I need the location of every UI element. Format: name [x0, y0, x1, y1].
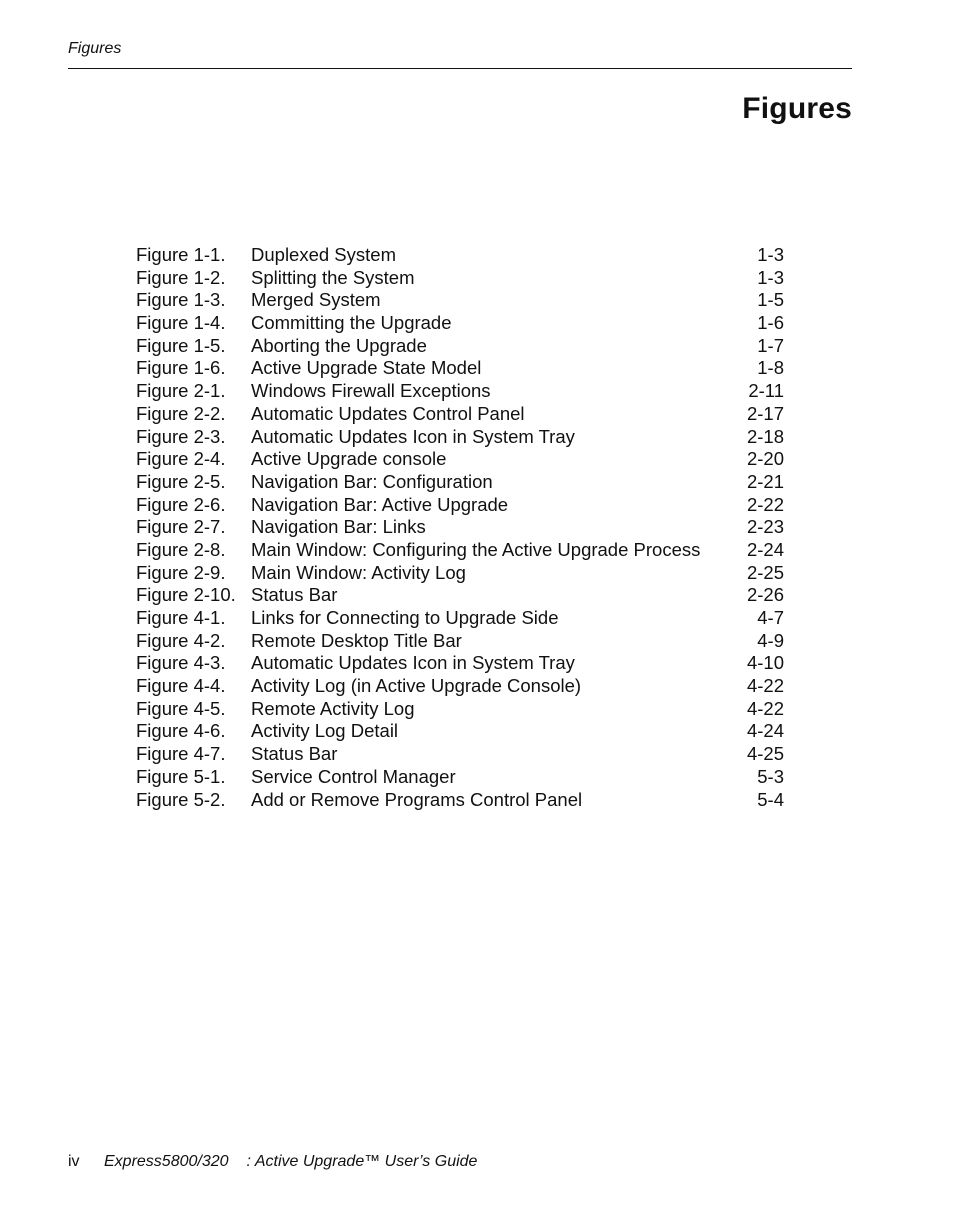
figure-list [136, 244, 784, 811]
figure-list-item [136, 607, 784, 630]
figure-list-item [136, 766, 784, 789]
figure-title: Activity Log Detail [251, 720, 399, 742]
figure-number: Figure 1-1. [136, 244, 226, 265]
figure-number: Figure 2-9. [136, 561, 226, 583]
figure-title: Merged System [251, 289, 381, 311]
figure-title: Navigation Bar: Links [251, 516, 426, 538]
figure-list-item [136, 380, 784, 403]
figure-list-item [136, 516, 784, 539]
figure-page-number: 2-17 [746, 402, 784, 424]
figure-number: Figure 1-5. [136, 334, 226, 356]
figure-page-number: 1-7 [757, 334, 784, 356]
figure-list-item [136, 720, 784, 743]
figure-page-number: 2-24 [746, 538, 784, 560]
figure-title: Links for Connecting to Upgrade Side [251, 607, 559, 628]
book-subtitle: : Active Upgrade™ User’s Guide [246, 1153, 478, 1170]
figure-number: Figure 2-1. [136, 380, 226, 402]
figure-title: Status Bar [251, 743, 338, 765]
figure-list-item [136, 652, 784, 675]
figure-page-number: 4-9 [757, 629, 784, 651]
figure-number: Figure 2-10. [136, 584, 236, 606]
figure-page-number: 2-21 [746, 470, 784, 492]
figure-title: Main Window: Activity Log [251, 561, 466, 583]
figure-title: Automatic Updates Control Panel [251, 402, 525, 424]
figure-page-number: 1-5 [757, 289, 784, 311]
figure-number: Figure 2-4. [136, 448, 226, 470]
figure-page-number: 1-3 [757, 266, 784, 288]
figure-page-number: 2-26 [746, 584, 784, 606]
figure-list-item [136, 312, 784, 335]
figure-title: Active Upgrade State Model [251, 357, 482, 379]
figure-title: Duplexed System [251, 244, 396, 265]
figure-number: Figure 2-6. [136, 493, 226, 515]
figure-list-item [136, 267, 784, 290]
figure-number: Figure 5-1. [136, 765, 226, 787]
figure-page-number: 1-6 [757, 312, 784, 334]
figure-number: Figure 4-4. [136, 675, 226, 697]
figure-number: Figure 2-2. [136, 402, 226, 424]
figure-title: Splitting the System [251, 266, 415, 288]
figure-page-number: 2-23 [746, 516, 784, 538]
figure-list-item [136, 471, 784, 494]
page-number: iv [68, 1153, 80, 1170]
figure-title: Add or Remove Programs Control Panel [251, 788, 583, 810]
figure-title: Active Upgrade console [251, 448, 447, 470]
figure-title: Service Control Manager [251, 765, 456, 787]
figure-page-number: 2-18 [746, 425, 784, 447]
figure-number: Figure 2-3. [136, 425, 226, 447]
figure-page-number: 4-22 [746, 697, 784, 719]
book-title: Express5800/320 [104, 1153, 229, 1170]
figure-list-item [136, 539, 784, 562]
figure-title: Main Window: Configuring the Active Upgrade Process [251, 538, 701, 560]
figure-title: Status Bar [251, 584, 338, 606]
figure-list-item [136, 630, 784, 653]
figure-list-item [136, 562, 784, 585]
figure-title: Activity Log (in Active Upgrade Console) [251, 675, 582, 697]
figure-page-number: 5-3 [757, 765, 784, 787]
figure-list-item [136, 403, 784, 426]
figure-list-item [136, 789, 784, 812]
running-head: Figures [68, 40, 122, 57]
figure-title: Windows Firewall Exceptions [251, 380, 491, 402]
figure-list-item [136, 494, 784, 517]
figure-page-number: 2-25 [746, 561, 784, 583]
figure-page-number: 4-24 [746, 720, 784, 742]
figure-number: Figure 4-1. [136, 607, 226, 628]
figure-title: Navigation Bar: Active Upgrade [251, 493, 509, 515]
figure-list-item [136, 743, 784, 766]
figure-number: Figure 2-7. [136, 516, 226, 538]
figure-list-item [136, 335, 784, 358]
figure-number: Figure 4-2. [136, 629, 226, 651]
figure-number: Figure 2-8. [136, 538, 226, 560]
figure-number: Figure 1-2. [136, 266, 226, 288]
figure-page-number: 1-8 [757, 357, 784, 379]
figure-number: Figure 4-7. [136, 743, 226, 765]
figure-number: Figure 4-3. [136, 652, 226, 674]
figure-list-item [136, 289, 784, 312]
figure-number: Figure 4-6. [136, 720, 226, 742]
figure-page-number: 1-3 [757, 244, 784, 265]
figure-page-number: 2-11 [748, 380, 784, 402]
page-title: Figures [742, 92, 852, 125]
figure-list-item [136, 244, 784, 267]
figure-title: Automatic Updates Icon in System Tray [251, 652, 575, 674]
figure-list-item [136, 426, 784, 449]
figure-title: Automatic Updates Icon in System Tray [251, 425, 575, 447]
figure-number: Figure 1-4. [136, 312, 226, 334]
figure-number: Figure 1-3. [136, 289, 226, 311]
figure-list-item [136, 357, 784, 380]
figure-number: Figure 1-6. [136, 357, 226, 379]
figure-page-number: 2-22 [746, 493, 784, 515]
figure-page-number: 4-10 [746, 652, 784, 674]
figure-title: Navigation Bar: Configuration [251, 470, 493, 492]
figure-list-item [136, 675, 784, 698]
figure-list-item [136, 698, 784, 721]
figure-title: Committing the Upgrade [251, 312, 452, 334]
figure-title: Remote Desktop Title Bar [251, 629, 462, 651]
figure-page-number: 4-22 [746, 675, 784, 697]
figure-title: Remote Activity Log [251, 697, 415, 719]
figure-page-number: 2-20 [746, 448, 784, 470]
figure-page-number: 4-7 [757, 607, 784, 628]
figure-page-number: 4-25 [746, 743, 784, 765]
figure-list-item [136, 448, 784, 471]
figure-number: Figure 5-2. [136, 788, 226, 810]
figure-number: Figure 4-5. [136, 697, 226, 719]
page-footer [68, 1153, 477, 1171]
figure-list-item [136, 584, 784, 607]
figure-page-number: 5-4 [757, 788, 784, 810]
figure-title: Aborting the Upgrade [251, 334, 427, 356]
figure-number: Figure 2-5. [136, 470, 226, 492]
header-rule [68, 68, 852, 69]
